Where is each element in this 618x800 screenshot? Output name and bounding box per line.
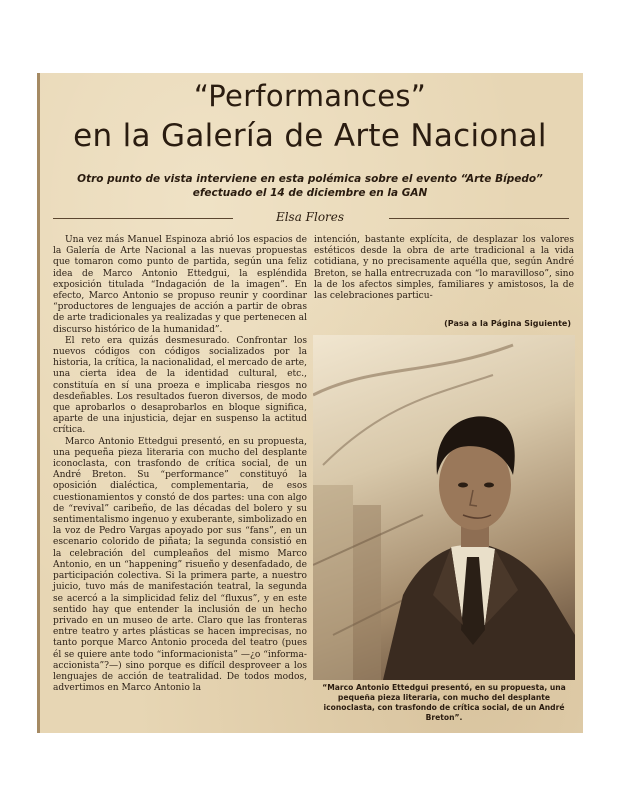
- newspaper-clipping: [37, 73, 583, 733]
- byline: Elsa Flores: [275, 210, 345, 224]
- portrait-photo: [313, 335, 575, 680]
- byline-rule-right: [389, 218, 569, 219]
- paragraph: Una vez más Manuel Espinoza abrió los espacios de la Galería de Arte Nacional a las nuevas propuestas que tomaron como punto de partida, según una feliz idea de Marco Antonio Ettedgui, la espléndida exposición titulada “Indagación de la imagen”. En efecto, Marco Antonio se propuso reunir y coordinar “productores de lenguajes de acción a partir de obras de arte tradicionales ya realizadas y que pertenecen al discurso histórico de la humanidad”.: [53, 235, 307, 335]
- headline-line-2: en la Galería de Arte Nacional: [73, 118, 547, 154]
- subheadline: Otro punto de vista interviene en esta polémica sobre el evento “Arte Bípedo” efectuado el 14 de diciembre en la GAN: [77, 173, 543, 199]
- headline-line-1: “Performances”: [193, 79, 427, 113]
- portrait-illustration: [313, 335, 575, 680]
- photo-caption: “Marco Antonio Ettedgui presentó, en su propuesta, una pequeña pieza literaria, con mucho del desplante iconoclasta, con trasfondo de crítica social, de un André Breton”.: [322, 683, 566, 722]
- clipping-edge: [37, 73, 40, 733]
- continued-note: (Pasa a la Página Siguiente): [444, 319, 571, 328]
- paragraph: El reto era quizás desmesurado. Confrontar los nuevos códigos con códigos socializados por la historia, la crítica, la nacionalidad, el mercado de arte, una cierta idea de la identidad cultural, etc., constituía en sí una proeza e implicaba riesgos no desdeñables. Los resultados fueron diversos, de modo que aprobarlos o desaprobarlos en bloque significa, aparte de una injusticia, dejar en suspenso la actitud crítica.: [53, 335, 307, 436]
- paragraph: Marco Antonio Ettedgui presentó, en su propuesta, una pequeña pieza literaria con mucho del desplante iconoclasta, con trasfondo de crítica social, de un André Breton. Su “performance” constituyó la oposición dialéctica, complementaria, de esos cuestionamientos y constó de dos partes: una con algo de “revival” caribeño, de las décadas del bolero y su sentimentalismo ingenuo y exuberante, simbolizado en la voz de Pedro Vargas apoyado por sus “fans”, en un escenario colorido de piñata; la segunda consistió en la celebración del cumpleaños del mismo Marco Antonio, en un “happening” risueño y desenfadado, de participación colectiva. Si la primera parte, a nuestro juicio, tuvo más de manifestación teatral, la segunda se acercó a la simplicidad feliz del “fluxus”, y en este sentido hay que entender la inclusión de un hecho privado en un museo de arte. Claro que las fronteras entre teatro y artes plásticas se hacen imprecisas, no tanto porque Marco Antonio proceda del teatro (pues él se quiere ante todo “informacionista” —¿o “informa-accionista”?—) sino porque es difícil desproveer a los lenguajes de acción de teatralidad. De todos modos, advertimos en Marco Antonio la: [53, 436, 307, 694]
- paragraph: intención, bastante explícita, de desplazar los valores estéticos desde la obra de arte tradicional a la vida cotidiana, y no precisamente aquélla que, según André Breton, se halla entrecruzada con “lo maravilloso”, sino la de los afectos simples, familiares y amistosos, la de las celebraciones particu-: [314, 235, 574, 302]
- article-column-1: [53, 235, 307, 694]
- article-column-2: [314, 235, 574, 302]
